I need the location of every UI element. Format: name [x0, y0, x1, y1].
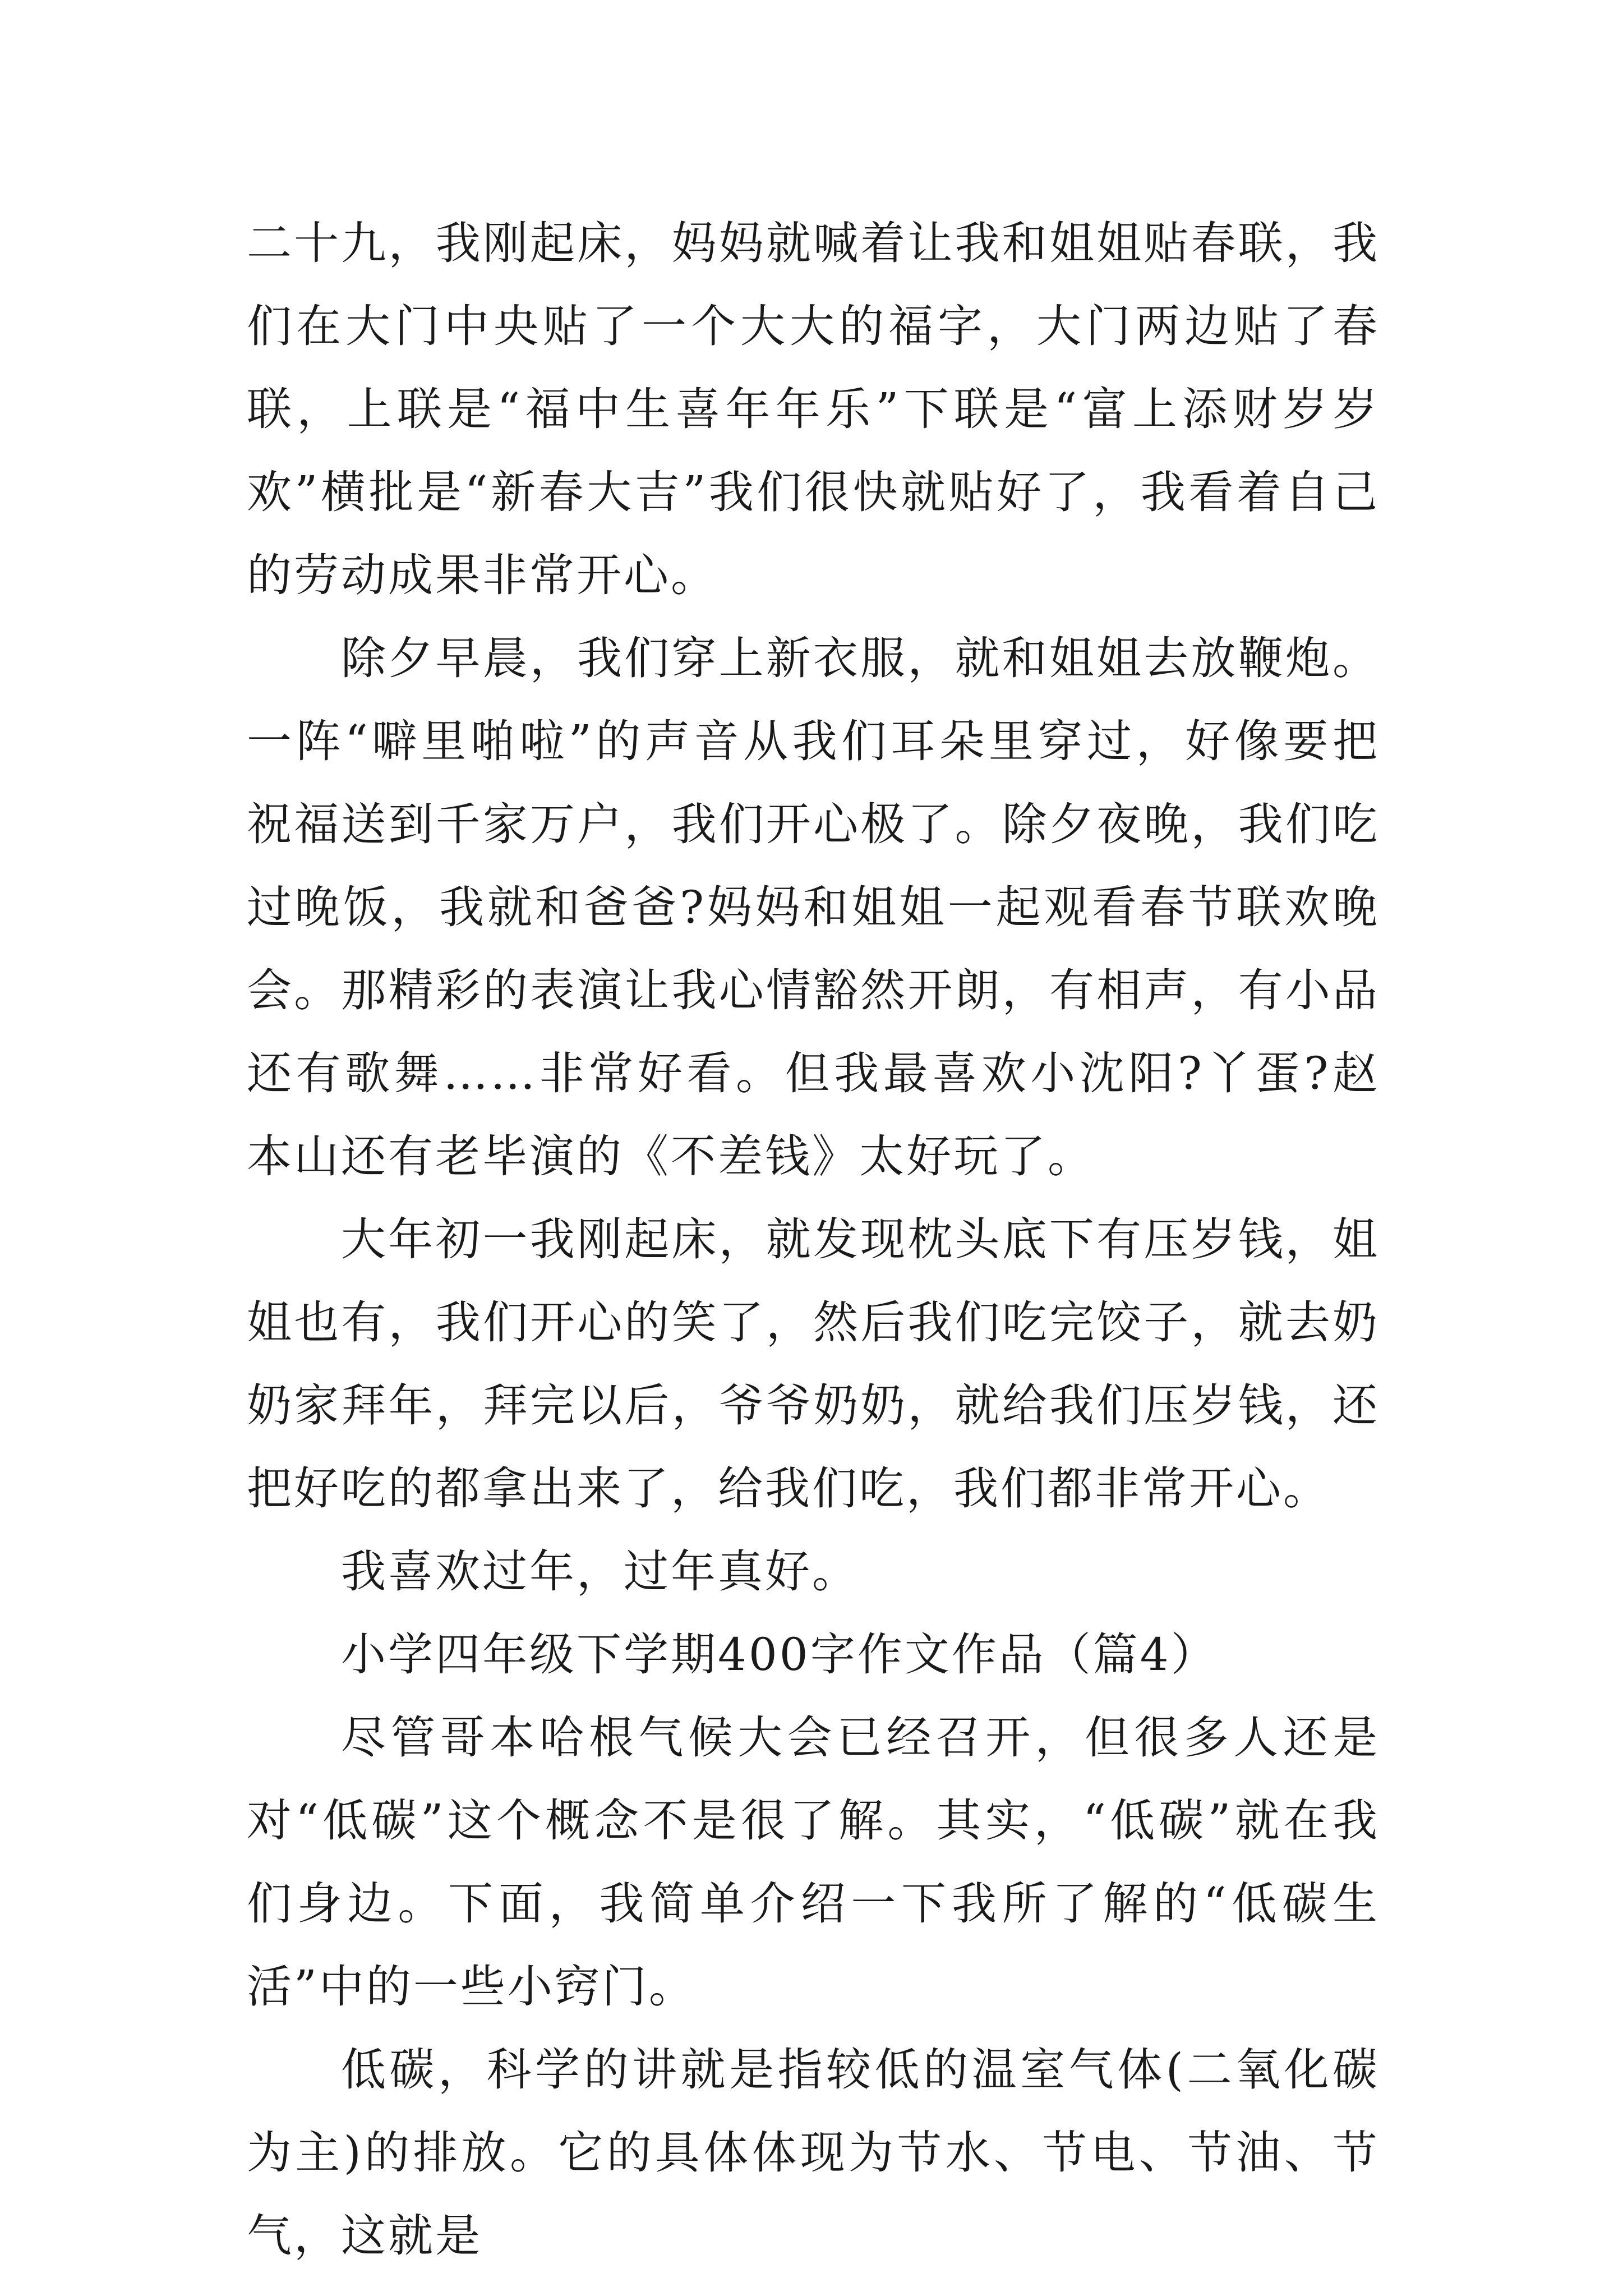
document-body	[247, 202, 1380, 2277]
section-heading: 小学四年级下学期400字作文作品（篇4）	[341, 1628, 1218, 1681]
paragraph: 除夕早晨，我们穿上新衣服，就和姐姐去放鞭炮。一阵“噼里啪啦”的声音从我们耳朵里穿过，好像要把祝福送到千家万户，我们开心极了。除夕夜晚，我们吃过晚饭，我就和爸爸?妈妈和姐姐一起观看春节联欢晚会。那精彩的表演让我心情豁然开朗，有相声，有小品还有歌舞……非常好看。但我最喜欢小沈阳?丫蛋?赵本山还有老毕演的《不差钱》太好玩了。	[247, 632, 1380, 1182]
paragraph-continued: 二十九，我刚起床，妈妈就喊着让我和姐姐贴春联，我们在大门中央贴了一个大大的福字，大门两边贴了春联，上联是“福中生喜年年乐”下联是“富上添财岁岁欢”横批是“新春大吉”我们很快就贴好了，我看着自己的劳动成果非常开心。	[247, 217, 1380, 601]
paragraph: 我喜欢过年，过年真好。	[341, 1545, 859, 1598]
paragraph: 低碳，科学的讲就是指较低的温室气体(二氧化碳为主)的排放。它的具体体现为节水、节电、节油、节气，这就是	[247, 2044, 1380, 2262]
paragraph: 尽管哥本哈根气候大会已经召开，但很多人还是对“低碳”这个概念不是很了解。其实，“低碳”就在我们身边。下面，我简单介绍一下我所了解的“低碳生活”中的一些小窍门。	[247, 1711, 1380, 2013]
paragraph: 大年初一我刚起床，就发现枕头底下有压岁钱，姐姐也有，我们开心的笑了，然后我们吃完饺子，就去奶奶家拜年，拜完以后，爷爷奶奶，就给我们压岁钱，还把好吃的都拿出来了，给我们吃，我们都非常开心。	[247, 1213, 1380, 1515]
